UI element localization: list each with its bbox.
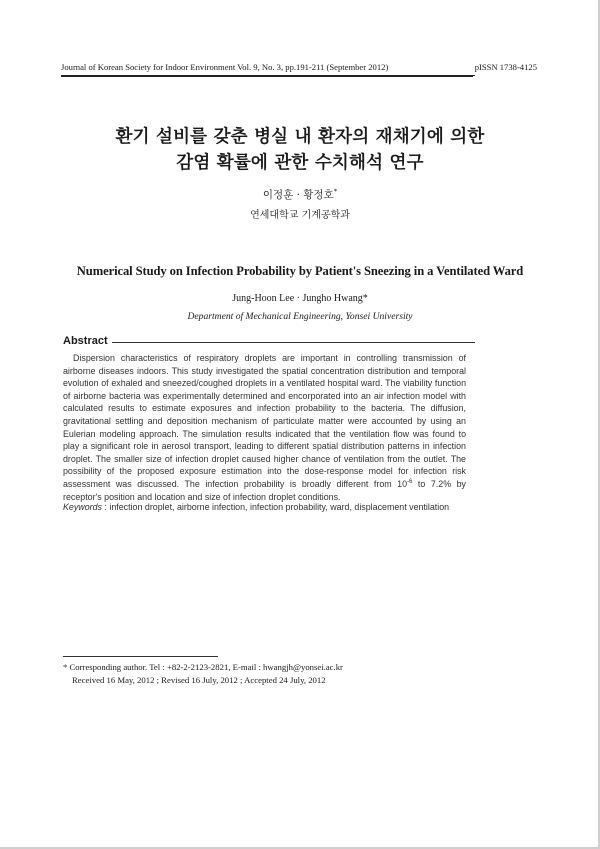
footnote [63, 661, 343, 687]
english-title: Numerical Study on Infection Probability by Patient's Sneezing in a Ventilated Ward [76, 264, 524, 278]
keywords-label: Keywords [63, 502, 102, 512]
abstract-text-end: to 7.2% by receptor's position and location and size of infection droplet conditions. [63, 478, 466, 502]
korean-title [0, 124, 600, 176]
keywords-values: infection droplet, airborne infection, infection probability, ward, displacement ventilation [109, 502, 450, 512]
corresponding-author-mark: * [333, 187, 338, 196]
english-authors: Jung-Hoon Lee · Jungho Hwang* [232, 293, 368, 304]
keywords-separator: : [101, 502, 110, 512]
abstract-body [63, 352, 466, 503]
korean-title-line-2: 감염 확률에 관한 수치해석 연구 [176, 153, 424, 173]
korean-title-line-1: 환기 설비를 갖춘 병실 내 환자의 재채기에 의한 [115, 127, 485, 147]
received-dates: Received 16 May, 2012 ; Revised 16 July, 2012 ; Accepted 24 July, 2012 [72, 675, 326, 685]
korean-affiliation: 연세대학교 기계공학과 [250, 210, 350, 221]
issn-label: pISSN 1738-4125 [474, 62, 537, 72]
abstract-rule [63, 342, 475, 343]
keywords [63, 502, 449, 512]
footnote-rule [63, 656, 218, 657]
header-rule [61, 75, 475, 76]
abstract-exponent: -6 [407, 478, 413, 485]
abstract-text-main: Dispersion characteristics of respiratory droplets are important in controlling transmission of airborne diseases indoors. This study investigated the spatial concentration distribution and temporal evolution of exhaled and sneezed/coughed droplets in a ventilated hospital ward. The viability function of airborne bacteria was experimentally determined and encorporated into an air infection model with calculated results to estimate exposures and infection probability to the bacteria. The diffusion, gravitational settling and deposition mechanism of particulate matter were accounted by using an Eulerian modeling approach. The simulation results indicated that the ventilation flow was found to play a significant role in aerosol transport, leading to different spatial distribution patterns in infection droplet. The smaller size of infection droplet caused higher chance of ventilation from the outlet. The possibility of the proposed exposure estimation into the dose-response model for infection risk assessment was discussed. The infection probability is broadly different from 10 [63, 353, 466, 489]
korean-author-names: 이정훈 · 황정호 [262, 189, 334, 201]
journal-citation: Journal of Korean Society for Indoor Environment Vol. 9, No. 3, pp.191-211 (September 2012) [61, 62, 389, 72]
abstract-paragraph [63, 352, 466, 503]
abstract-heading: Abstract [63, 335, 112, 347]
corresponding-author-note: * Corresponding author. Tel : +82-2-2123-2821, E-mail : hwangjh@yonsei.ac.kr [63, 662, 343, 672]
korean-authors [0, 187, 600, 202]
english-affiliation: Department of Mechanical Engineering, Yonsei University [187, 311, 413, 322]
